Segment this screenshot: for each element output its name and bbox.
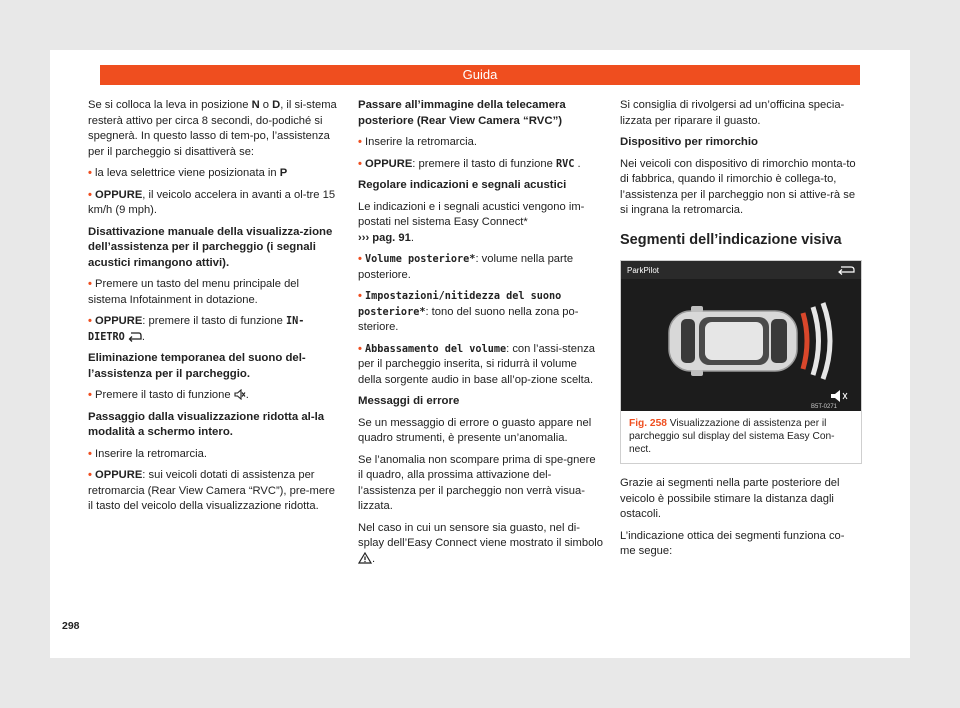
manual-page [50,50,910,658]
subheading: Eliminazione temporanea del suono del-l’assistenza per il parcheggio. [88,352,306,380]
bullet-item: • OPPURE: sui veicoli dotati di assistenza per retromarcia (Rear View Camera “RVC”), pre-mere il tasto del veicolo della visualizzazione ridotta. [88,469,336,512]
column-1 [88,98,338,521]
paragraph: Nei veicoli con dispositivo di rimorchio monta-to di fabbrica, quando il rimorchio è collega-to, l’assistenza per il parcheggio non si attive-rà se si ingrana la retromarcia. [620,157,856,216]
subheading: Dispositivo per rimorchio [620,136,758,148]
section-title: Segmenti dell’indicazione visiva [620,231,842,248]
paragraph: Nel caso in cui un sensore sia guasto, nel di-splay dell’Easy Connect viene mostrato il simbolo . [358,521,603,565]
column-3 [620,98,860,566]
screen-title: ParkPilot [627,266,660,275]
bullet-item: • Impostazioni/nitidezza del suono posteriore*: tono del suono nella zona po-steriore. [358,290,579,333]
bullet-item: • Inserire la retromarcia. [88,447,207,460]
subheading: Disattivazione manuale della visualizza-zione dell’assistenza per il parcheggio (i segnali acustici rimangono attivi). [88,225,333,269]
paragraph: L’indicazione ottica dei segmenti funziona co-me segue: [620,529,845,557]
bullet-item: • OPPURE: premere il tasto di funzione RVC . [358,157,581,170]
bullet-item: • Inserire la retromarcia. [358,136,477,148]
paragraph: Se l’anomalia non scompare prima di spe-gnere il quadro, alla prossima attivazione del-l’assistenza per il parcheggio non verrà visua-lizzata. [358,453,596,512]
subheading: Regolare indicazioni e segnali acustici [358,179,567,191]
warning-triangle-icon [358,552,372,564]
paragraph: Se un messaggio di errore o guasto appare nel quadro strumenti, è presente un’anomalia. [358,416,592,444]
return-arrow-icon [128,331,142,342]
page-header: Guida [100,65,860,85]
bullet-item: • OPPURE, il veicolo accelera in avanti a ol-tre 15 km/h (9 mph). [88,188,336,216]
bullet-item: • la leva selettrice viene posizionata in P [88,167,288,179]
paragraph: Grazie ai segmenti nella parte posteriore del veicolo è possibile stimare la distanza dagli ostacoli. [620,477,840,520]
subheading: Messaggi di errore [358,395,460,407]
bullet-item: • Premere un tasto del menu principale del sistema Infotainment in dotazione. [88,278,300,306]
parkpilot-illustration [621,261,861,411]
column-2 [358,98,603,573]
subheading: Passaggio dalla visualizzazione ridotta al-la modalità a schermo intero. [88,410,325,438]
figure-258 [620,260,862,464]
mute-speaker-icon [234,389,246,400]
bullet-item: • Volume posteriore*: volume nella parte posteriore. [358,253,574,281]
car-top-view-icon [669,306,797,376]
figure-caption: Fig. 258 Visualizzazione di assistenza per il parcheggio sul display del sistema Easy Con-nect. [629,418,835,455]
bullet-item: • Premere il tasto di funzione . [88,389,249,401]
paragraph: Se si colloca la leva in posizione N o D, il si-stema resterà attivo per circa 8 secondi, do-podiché si spegnerà. In questo lasso di tem-po, l’assistenza per il parcheggio si disattiverà se: [88,99,337,158]
bullet-item: • OPPURE: premere il tasto di funzione IN-DIETRO . [88,315,305,343]
paragraph: Le indicazioni e i segnali acustici vengono im-postati nel sistema Easy Connect* ››› pag. 91. [358,200,585,244]
figure-code: B5T-0271 [811,404,838,410]
page-number: 298 [62,620,80,632]
paragraph: Si consiglia di rivolgersi ad un’officina specia-lizzata per riparare il guasto. [620,99,845,127]
parkpilot-screen [621,261,861,411]
bullet-item: • Abbassamento del volume: con l’assi-stenza per il parcheggio inserita, si ridurrà il volume della sorgente audio in base all’op-zione scelta. [358,342,596,386]
subheading: Passare all’immagine della telecamera posteriore (Rear View Camera “RVC”) [358,99,566,127]
page-reference-link[interactable]: ››› pag. 91 [358,231,411,244]
